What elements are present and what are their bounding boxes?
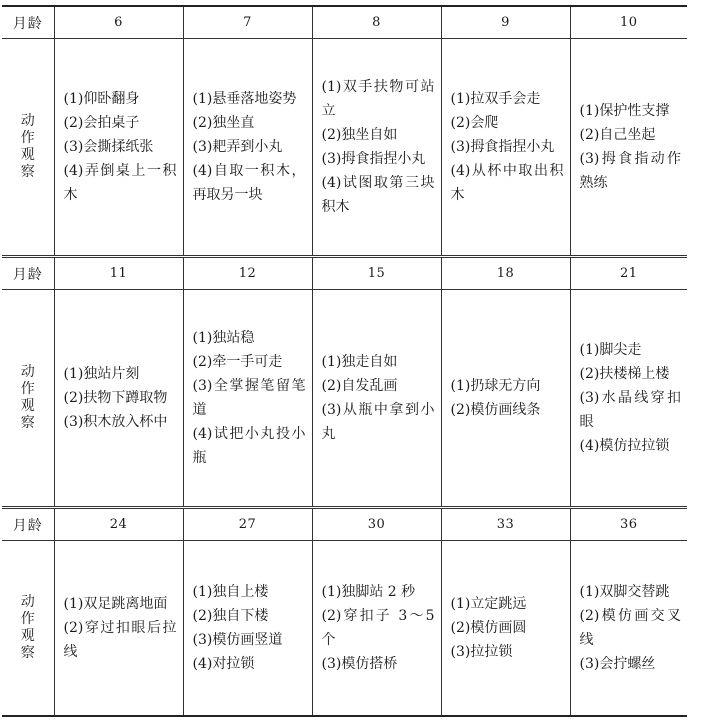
- motion-label-char: 作: [20, 611, 35, 627]
- observation-item: (2)自己坐起: [579, 127, 656, 143]
- observation-item: (2)自发乱画: [321, 378, 398, 394]
- motion-label-char: 观: [20, 628, 35, 644]
- age-value: 18: [441, 257, 570, 290]
- motion-label-char: 作: [20, 381, 35, 397]
- age-row-label: 月龄: [2, 508, 54, 541]
- observation-cell: [570, 541, 687, 717]
- age-value: 11: [54, 257, 183, 290]
- observation-item: (2)独坐直: [192, 115, 255, 131]
- age-row-label: 月龄: [2, 257, 54, 290]
- observation-item: (1)双手扶物可站立: [321, 79, 435, 119]
- motion-observation-row: [2, 290, 687, 508]
- age-value: 12: [183, 257, 312, 290]
- observation-cell: [54, 39, 183, 257]
- observation-cell: [54, 290, 183, 508]
- age-header-row: [2, 257, 687, 290]
- observation-item: (1)独自上楼: [192, 584, 269, 600]
- observation-cell: [312, 290, 441, 508]
- observation-item: (4)模仿拉拉锁: [579, 438, 670, 454]
- motion-label-char: 作: [20, 130, 35, 146]
- observation-item: (2)扶物下蹲取物: [63, 390, 168, 406]
- motion-label-char: 动: [20, 594, 35, 610]
- observation-cell: [441, 39, 570, 257]
- motion-row-label: [2, 541, 54, 717]
- observation-item: (3)水晶线穿扣眼: [579, 390, 681, 430]
- observation-item: (4)试图取第三块积木: [321, 175, 435, 215]
- motion-label-char: 察: [20, 164, 35, 180]
- observation-item: (1)仰卧翻身: [63, 91, 140, 107]
- observation-item: (3)拇食指捏小丸: [321, 151, 426, 167]
- development-table: [2, 5, 687, 717]
- observation-item: (1)独站稳: [192, 330, 255, 346]
- observation-item: (1)立定跳远: [450, 596, 527, 612]
- observation-item: (2)穿扣子 3～5 个: [321, 608, 435, 648]
- age-value: 24: [54, 508, 183, 541]
- observation-item: (3)耙弄到小丸: [192, 139, 283, 155]
- observation-item: (3)拇食指捏小丸: [450, 139, 555, 155]
- observation-item: (2)模仿画交叉线: [579, 608, 681, 648]
- observation-cell: [183, 290, 312, 508]
- age-value: 15: [312, 257, 441, 290]
- observation-item: (2)扶楼梯上楼: [579, 366, 670, 382]
- observation-item: (1)扔球无方向: [450, 378, 541, 394]
- motion-label-char: 动: [20, 364, 35, 380]
- age-value: 30: [312, 508, 441, 541]
- observation-cell: [312, 39, 441, 257]
- age-value: 27: [183, 508, 312, 541]
- observation-item: (3)拇食指动作熟练: [579, 151, 681, 191]
- motion-observation-row: [2, 541, 687, 717]
- observation-item: (4)从杯中取出积木: [450, 163, 564, 203]
- observation-item: (2)模仿画圆: [450, 620, 527, 636]
- observation-item: (3)全掌握笔留笔道: [192, 378, 306, 418]
- age-value: 9: [441, 6, 570, 39]
- observation-item: (3)拉拉锁: [450, 644, 513, 660]
- observation-item: (1)独脚站 2 秒: [321, 584, 416, 600]
- age-value: 7: [183, 6, 312, 39]
- age-value: 33: [441, 508, 570, 541]
- observation-item: (2)独自下楼: [192, 608, 269, 624]
- observation-item: (1)双脚交替跳: [579, 584, 670, 600]
- observation-item: (1)拉双手会走: [450, 91, 541, 107]
- observation-item: (2)穿过扣眼后拉线: [63, 620, 177, 660]
- observation-item: (1)独走自如: [321, 354, 398, 370]
- observation-cell: [570, 39, 687, 257]
- observation-cell: [312, 541, 441, 717]
- observation-item: (3)会拧螺丝: [579, 656, 656, 672]
- observation-item: (2)会爬: [450, 115, 499, 131]
- observation-cell: [441, 541, 570, 717]
- age-value: 36: [570, 508, 687, 541]
- motion-observation-row: [2, 39, 687, 257]
- observation-item: (3)积木放入杯中: [63, 414, 168, 430]
- observation-item: (1)悬垂落地姿势: [192, 91, 297, 107]
- observation-item: (3)模仿搭桥: [321, 656, 398, 672]
- observation-item: (1)独站片刻: [63, 366, 140, 382]
- observation-item: (1)保护性支撑: [579, 103, 670, 119]
- observation-item: (2)牵一手可走: [192, 354, 283, 370]
- observation-cell: [183, 39, 312, 257]
- motion-row-label: [2, 39, 54, 257]
- age-value: 10: [570, 6, 687, 39]
- observation-cell: [570, 290, 687, 508]
- motion-row-label: [2, 290, 54, 508]
- observation-item: (4)试把小丸投小瓶: [192, 426, 306, 466]
- table-body: [2, 6, 687, 716]
- age-header-row: [2, 508, 687, 541]
- motion-label-char: 动: [20, 113, 35, 129]
- age-value: 6: [54, 6, 183, 39]
- observation-cell: [441, 290, 570, 508]
- motion-label-char: 察: [20, 645, 35, 661]
- observation-item: (3)从瓶中拿到小丸: [321, 402, 435, 442]
- observation-item: (4)弄倒桌上一积木: [63, 163, 177, 203]
- observation-cell: [183, 541, 312, 717]
- observation-item: (3)模仿画竖道: [192, 632, 283, 648]
- age-value: 8: [312, 6, 441, 39]
- observation-cell: [54, 541, 183, 717]
- age-header-row: [2, 6, 687, 39]
- observation-item: (2)模仿画线条: [450, 402, 541, 418]
- observation-item: (2)会拍桌子: [63, 115, 140, 131]
- motion-label-char: 察: [20, 415, 35, 431]
- motion-label-char: 观: [20, 398, 35, 414]
- motion-label-char: 观: [20, 147, 35, 163]
- observation-item: (4)自取一积木，再取另一块: [192, 163, 306, 203]
- observation-item: (3)会撕揉纸张: [63, 139, 154, 155]
- observation-item: (4)对拉锁: [192, 656, 255, 672]
- observation-item: (1)脚尖走: [579, 342, 642, 358]
- observation-item: (1)双足跳离地面: [63, 596, 168, 612]
- age-value: 21: [570, 257, 687, 290]
- age-row-label: 月龄: [2, 6, 54, 39]
- observation-item: (2)独坐自如: [321, 127, 398, 143]
